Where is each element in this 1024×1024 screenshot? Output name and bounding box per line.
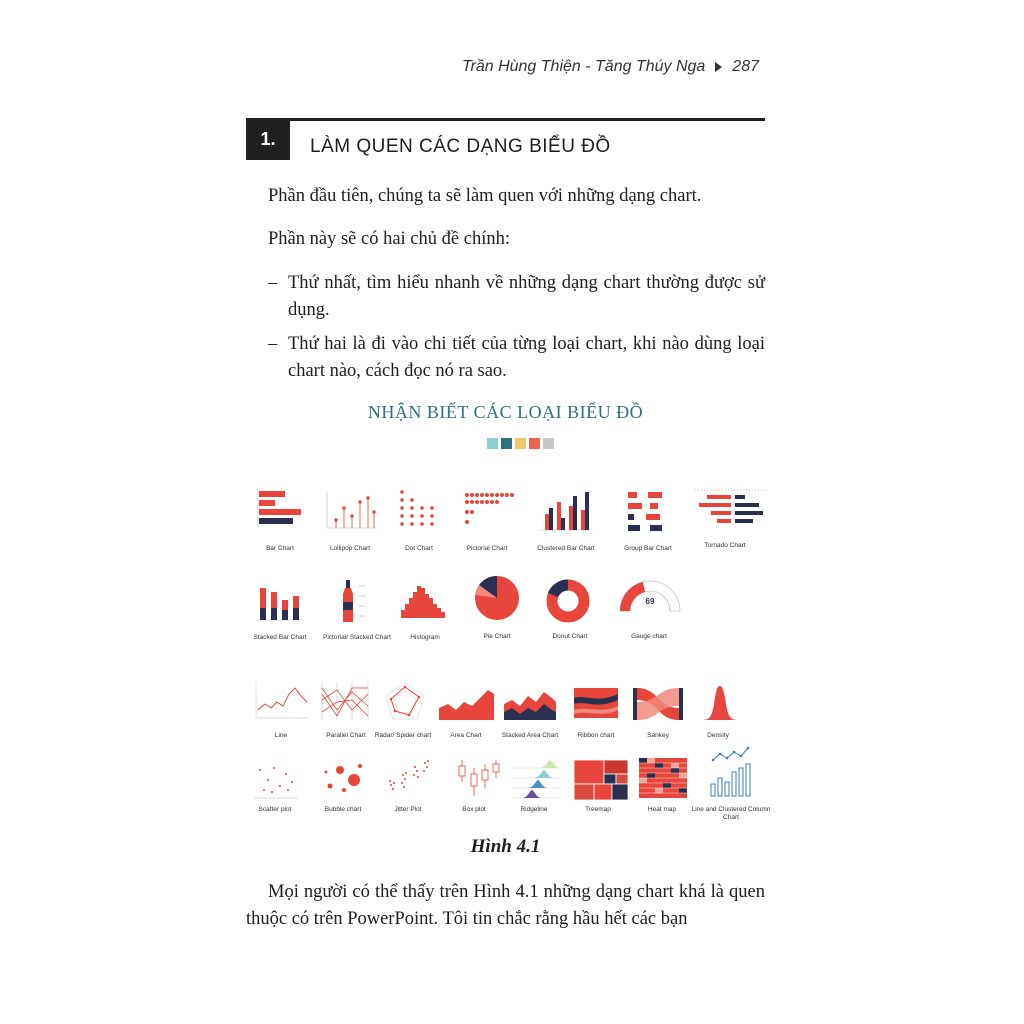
page-number: 287 bbox=[732, 58, 759, 75]
gauge-chart-thumbnail bbox=[616, 577, 684, 617]
bubble-chart-thumbnail bbox=[318, 758, 368, 800]
gauge-value: 69 bbox=[645, 597, 655, 606]
chart-label: Donut Chart bbox=[552, 633, 588, 640]
chart-label: Heat map bbox=[647, 806, 677, 813]
box-plot-thumbnail bbox=[454, 758, 502, 800]
paragraph-1: Phần đầu tiên, chúng ta sẽ làm quen với những dạng chart. bbox=[268, 186, 702, 206]
donut-chart-thumbnail bbox=[545, 578, 591, 624]
chart-label: Area Chart bbox=[450, 732, 482, 739]
jitter-plot-thumbnail bbox=[383, 755, 433, 799]
radar-chart-thumbnail bbox=[383, 681, 427, 725]
swatch bbox=[487, 438, 498, 449]
closing-paragraph: Mọi người có thể thấy trên Hình 4.1 những dạng chart khá là quen thuộc có trên PowerPoint. Tôi tin chắc rằng hầu hết các bạn bbox=[246, 882, 765, 929]
clustered-bar-chart-thumbnail bbox=[537, 488, 595, 532]
density-chart-thumbnail bbox=[700, 684, 740, 722]
group-bar-chart-thumbnail bbox=[622, 490, 670, 534]
chart-label: Ridgeline bbox=[520, 806, 548, 813]
tornado-chart-thumbnail bbox=[695, 488, 765, 528]
chart-label: Pictorial Chart bbox=[466, 545, 508, 552]
swatch bbox=[543, 438, 554, 449]
pictorial-chart-thumbnail bbox=[461, 490, 516, 530]
stacked-bar-chart-thumbnail bbox=[254, 580, 306, 622]
bullet-dash: – bbox=[268, 334, 278, 354]
ridgeline-chart-thumbnail bbox=[510, 758, 562, 800]
color-swatches bbox=[487, 438, 554, 449]
chart-label: Scatter plot bbox=[258, 806, 292, 813]
chart-label: Sankey bbox=[647, 732, 669, 739]
bar-chart-thumbnail bbox=[254, 487, 309, 531]
chart-label: Radar/ Spider chart bbox=[374, 732, 432, 739]
bullet-item-1 bbox=[268, 270, 765, 324]
bullet-dash: – bbox=[268, 273, 278, 293]
heat-map-thumbnail bbox=[639, 758, 687, 798]
line-chart-thumbnail bbox=[253, 680, 311, 722]
chart-label: Jitter Plot bbox=[394, 806, 422, 813]
header-authors: Trần Hùng Thiện - Tăng Thúy Nga bbox=[461, 58, 706, 75]
sankey-chart-thumbnail bbox=[633, 686, 683, 722]
swatch bbox=[529, 438, 540, 449]
chart-label: Density bbox=[707, 732, 729, 739]
bullet-text: Thứ hai là đi vào chi tiết của từng loại chart, khi nào dùng loại chart nào, cách đọc nó ra sao. bbox=[288, 334, 765, 381]
ribbon-chart-thumbnail bbox=[572, 684, 620, 722]
chart-label: Ribbon chart bbox=[577, 732, 615, 739]
chart-label: Line and Clustered Column Chart bbox=[691, 806, 771, 821]
paragraph-2: Phần này sẽ có hai chủ đề chính: bbox=[268, 229, 510, 249]
lollipop-chart-thumbnail bbox=[324, 490, 379, 532]
dot-chart-thumbnail bbox=[394, 488, 444, 530]
scatter-plot-thumbnail bbox=[252, 760, 300, 800]
chart-label: Histogram bbox=[410, 634, 440, 641]
bullet-text: Thứ nhất, tìm hiểu nhanh về những dạng chart thường được sử dụng. bbox=[288, 273, 765, 320]
treemap-thumbnail bbox=[574, 760, 628, 800]
swatch bbox=[515, 438, 526, 449]
chart-label: Line bbox=[274, 732, 288, 739]
swatch bbox=[501, 438, 512, 449]
chart-label: Bubble chart bbox=[324, 806, 362, 813]
chart-label: Stacked Area Chart bbox=[501, 732, 559, 739]
chart-label: Pictorial/ Stacked Chart bbox=[323, 634, 391, 641]
chart-label: Treemap bbox=[585, 806, 611, 813]
chart-label: Stacked Bar Chart bbox=[253, 634, 307, 641]
figure-title: NHẬN BIẾT CÁC LOẠI BIỂU ĐỒ bbox=[367, 402, 644, 422]
parallel-chart-thumbnail bbox=[318, 680, 374, 722]
chart-label: Bar Chart bbox=[266, 545, 294, 552]
chart-label: Gauge chart bbox=[631, 633, 667, 640]
chart-label: Group Bar Chart bbox=[624, 545, 672, 552]
section-rule bbox=[246, 118, 765, 121]
figure-caption: Hình 4.1 bbox=[470, 836, 541, 857]
chart-label: Box plot bbox=[462, 806, 486, 813]
line-clustered-column-thumbnail bbox=[707, 746, 757, 798]
chart-label: Tornado Chart bbox=[704, 542, 746, 549]
chart-label: Pie Chart bbox=[483, 633, 511, 640]
triangle-icon bbox=[715, 62, 722, 72]
chart-label: Lollipop Chart bbox=[329, 545, 371, 552]
stacked-area-chart-thumbnail bbox=[502, 684, 558, 722]
section-heading bbox=[246, 118, 765, 160]
chart-label: Clustered Bar Chart bbox=[537, 545, 595, 552]
bullet-item-2 bbox=[268, 331, 765, 385]
running-header bbox=[462, 58, 759, 76]
section-title: LÀM QUEN CÁC DẠNG BIỂU ĐỒ bbox=[310, 136, 611, 157]
histogram-thumbnail bbox=[395, 574, 453, 620]
pictorial-stacked-chart-thumbnail bbox=[337, 578, 377, 624]
chart-label: Dot Chart bbox=[405, 545, 433, 552]
section-number: 1. bbox=[246, 118, 290, 160]
chart-label: Parallel Chart bbox=[326, 732, 366, 739]
pie-chart-thumbnail bbox=[474, 575, 520, 621]
area-chart-thumbnail bbox=[436, 680, 496, 722]
